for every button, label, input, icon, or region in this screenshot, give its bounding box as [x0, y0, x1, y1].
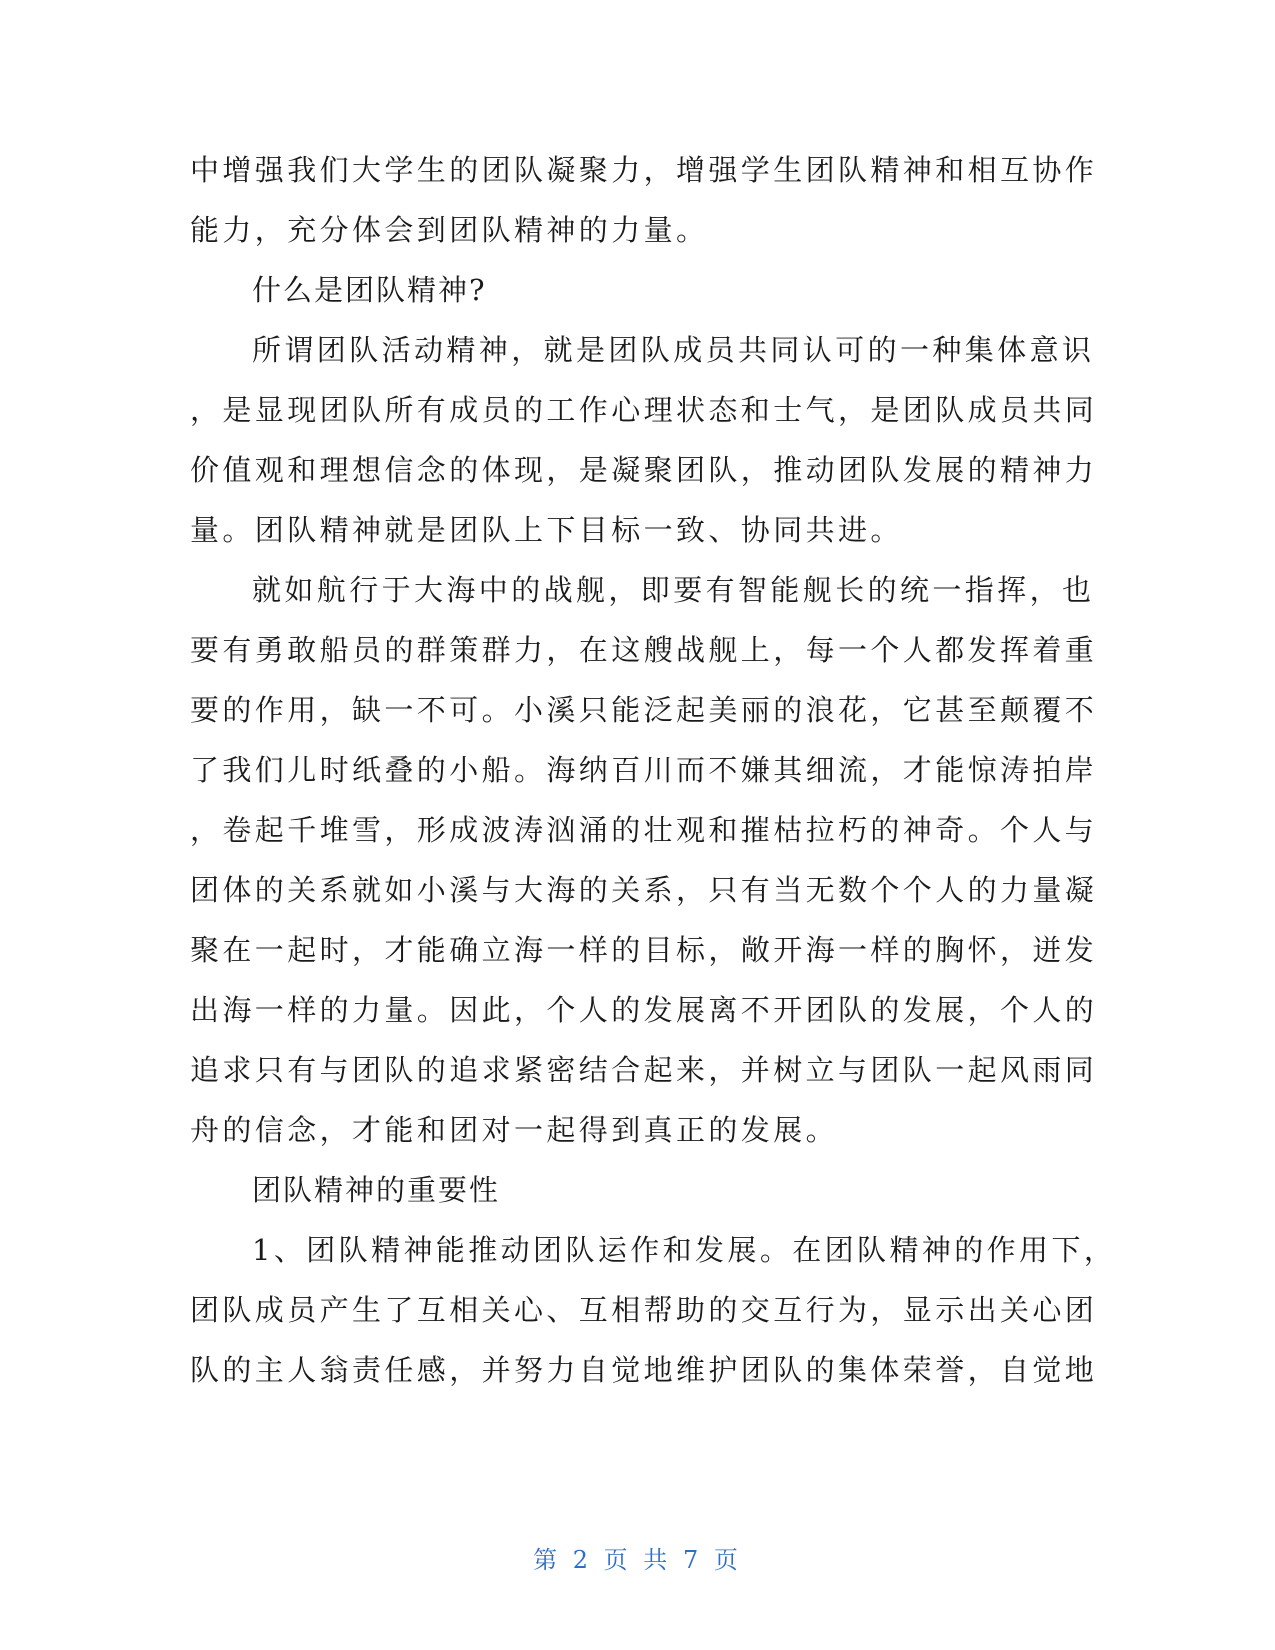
text-line-21: 队的主人翁责任感，并努力自觉地维护团队的集体荣誉，自觉地 — [190, 1353, 1098, 1387]
text-line-19: 1、团队精神能推动团队运作和发展。在团队精神的作用下， — [252, 1233, 1117, 1267]
text-line-10: 要的作用，缺一不可。小溪只能泛起美丽的浪花，它甚至颠覆不 — [190, 693, 1098, 727]
text-line-8: 就如航行于大海中的战舰，即要有智能舰长的统一指挥，也 — [252, 573, 1095, 607]
text-line-1: 中增强我们大学生的团队凝聚力，增强学生团队精神和相互协作 — [190, 153, 1098, 187]
text-line-15: 出海一样的力量。因此，个人的发展离不开团队的发展，个人的 — [190, 993, 1098, 1027]
text-line-17: 舟的信念，才能和团对一起得到真正的发展。 — [190, 1113, 839, 1147]
text-line-9: 要有勇敢船员的群策群力，在这艘战舰上，每一个人都发挥着重 — [190, 633, 1098, 667]
section-heading-what-is-team-spirit: 什么是团队精神? — [252, 273, 487, 307]
text-line-12: ，卷起千堆雪，形成波涛汹涌的壮观和摧枯拉朽的神奇。个人与 — [190, 813, 1098, 847]
document-body — [190, 140, 1117, 1400]
text-line-14: 聚在一起时，才能确立海一样的目标，敞开海一样的胸怀，迸发 — [190, 933, 1098, 967]
text-line-6: 价值观和理想信念的体现，是凝聚团队，推动团队发展的精神力 — [190, 453, 1098, 487]
text-line-13: 团体的关系就如小溪与大海的关系，只有当无数个个人的力量凝 — [190, 873, 1098, 907]
text-line-16: 追求只有与团队的追求紧密结合起来，并树立与团队一起风雨同 — [190, 1053, 1098, 1087]
text-line-11: 了我们儿时纸叠的小船。海纳百川而不嫌其细流，才能惊涛拍岸 — [190, 753, 1098, 787]
text-line-20: 团队成员产生了互相关心、互相帮助的交互行为，显示出关心团 — [190, 1293, 1098, 1327]
text-line-4: 所谓团队活动精神，就是团队成员共同认可的一种集体意识 — [252, 333, 1095, 367]
page-number-footer: 第 2 页 共 7 页 — [533, 1546, 742, 1574]
text-line-5: ，是显现团队所有成员的工作心理状态和士气，是团队成员共同 — [190, 393, 1098, 427]
text-line-2: 能力，充分体会到团队精神的力量。 — [190, 213, 709, 247]
text-line-7: 量。团队精神就是团队上下目标一致、协同共进。 — [190, 513, 903, 547]
section-heading-importance: 团队精神的重要性 — [252, 1173, 501, 1207]
